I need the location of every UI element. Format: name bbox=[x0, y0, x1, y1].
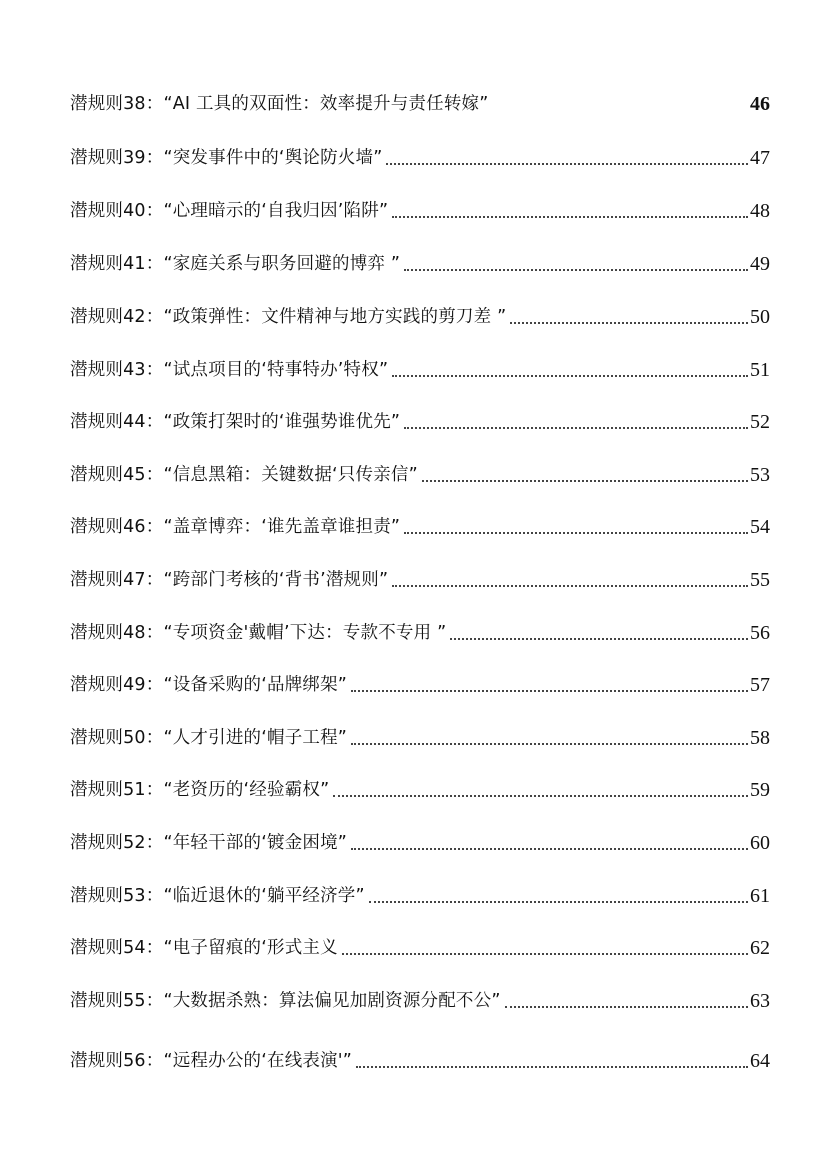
toc-dot-leader bbox=[404, 427, 748, 429]
toc-dot-leader bbox=[392, 585, 748, 587]
toc-entry[interactable] bbox=[70, 404, 770, 434]
toc-entry[interactable] bbox=[70, 562, 770, 592]
toc-page-number: 64 bbox=[750, 1050, 770, 1072]
toc-page-number: 46 bbox=[750, 93, 770, 115]
toc-page-number: 54 bbox=[750, 516, 770, 538]
toc-dot-leader bbox=[392, 216, 748, 218]
toc-entry[interactable] bbox=[70, 772, 770, 802]
toc-entry[interactable] bbox=[70, 720, 770, 750]
toc-entry[interactable] bbox=[70, 878, 770, 908]
toc-entry-title: 潜规则47：“跨部门考核的‘背书’潜规则” bbox=[70, 570, 389, 590]
toc-page-number: 62 bbox=[750, 937, 770, 959]
toc-entry[interactable] bbox=[70, 246, 770, 276]
toc-entry[interactable] bbox=[70, 1043, 770, 1073]
toc-dot-leader bbox=[351, 690, 748, 692]
toc-page-number: 61 bbox=[750, 885, 770, 907]
toc-entry[interactable] bbox=[70, 193, 770, 223]
toc-dot-leader bbox=[392, 375, 748, 377]
toc-entry-title: 潜规则41：“家庭关系与职务回避的博弈 ” bbox=[70, 254, 401, 274]
toc-page-number: 55 bbox=[750, 569, 770, 591]
toc-entry-title: 潜规则52：“年轻干部的‘镀金困境” bbox=[70, 833, 348, 853]
toc-page-number: 51 bbox=[750, 359, 770, 381]
toc-dot-leader bbox=[351, 743, 748, 745]
toc-entry[interactable] bbox=[70, 299, 770, 329]
toc-entry[interactable] bbox=[70, 457, 770, 487]
toc-entry-title: 潜规则39：“突发事件中的‘舆论防火墙” bbox=[70, 148, 383, 168]
toc-entry-title: 潜规则46：“盖章博弈：‘谁先盖章谁担责” bbox=[70, 517, 401, 537]
toc-entry-title: 潜规则45：“信息黑箱：关键数据‘只传亲信” bbox=[70, 465, 418, 485]
toc-dot-leader bbox=[422, 480, 748, 482]
toc-entry[interactable] bbox=[70, 509, 770, 539]
toc-dot-leader bbox=[404, 532, 748, 534]
toc-entry-title: 潜规则53：“临近退休的‘躺平经济学” bbox=[70, 886, 365, 906]
toc-entry-title: 潜规则54：“电子留痕的‘形式主义 bbox=[70, 938, 338, 958]
toc-entry[interactable] bbox=[70, 86, 770, 116]
toc-entry[interactable] bbox=[70, 930, 770, 960]
toc-page-number: 52 bbox=[750, 411, 770, 433]
toc-page-number: 58 bbox=[750, 727, 770, 749]
toc-page-number: 60 bbox=[750, 832, 770, 854]
toc-dot-leader bbox=[342, 953, 748, 955]
toc-entry-title: 潜规则48：“专项资金'戴帽’下达：专款不专用 ” bbox=[70, 623, 447, 643]
toc-entry-title: 潜规则44：“政策打架时的‘谁强势谁优先” bbox=[70, 412, 401, 432]
toc-entry[interactable] bbox=[70, 825, 770, 855]
toc-dot-leader bbox=[351, 848, 748, 850]
toc-entry[interactable] bbox=[70, 615, 770, 645]
toc-page-number: 57 bbox=[750, 674, 770, 696]
toc-page-number: 53 bbox=[750, 464, 770, 486]
toc-entry-title: 潜规则40：“心理暗示的‘自我归因’陷阱” bbox=[70, 201, 389, 221]
toc-dot-leader bbox=[510, 322, 748, 324]
toc-entry-title: 潜规则49：“设备采购的‘品牌绑架” bbox=[70, 675, 348, 695]
toc-entry-title: 潜规则42：“政策弹性：文件精神与地方实践的剪刀差 ” bbox=[70, 307, 507, 327]
toc-page-number: 59 bbox=[750, 779, 770, 801]
toc-dot-leader bbox=[450, 638, 748, 640]
toc-entry-title: 潜规则56：“远程办公的‘在线表演'” bbox=[70, 1051, 353, 1071]
toc-entry-title: 潜规则51：“老资历的‘经验霸权” bbox=[70, 780, 330, 800]
toc-page-number: 50 bbox=[750, 306, 770, 328]
toc-dot-leader bbox=[386, 163, 748, 165]
toc-entry-title: 潜规则50：“人才引进的‘帽子工程” bbox=[70, 728, 348, 748]
toc-dot-leader bbox=[505, 1006, 748, 1008]
toc-dot-leader bbox=[333, 795, 748, 797]
toc-dot-leader bbox=[356, 1066, 748, 1068]
toc-entry[interactable] bbox=[70, 983, 770, 1013]
toc-page-number: 56 bbox=[750, 622, 770, 644]
table-of-contents bbox=[70, 0, 770, 1170]
toc-dot-leader bbox=[369, 901, 748, 903]
toc-page-number: 47 bbox=[750, 147, 770, 169]
toc-entry-title: 潜规则43：“试点项目的‘特事特办’特权” bbox=[70, 360, 389, 380]
toc-entry-title: 潜规则55：“大数据杀熟：算法偏见加剧资源分配不公” bbox=[70, 991, 501, 1011]
toc-page-number: 49 bbox=[750, 253, 770, 275]
toc-entry[interactable] bbox=[70, 352, 770, 382]
toc-entry[interactable] bbox=[70, 667, 770, 697]
toc-entry-title: 潜规则38：“AI 工具的双面性：效率提升与责任转嫁” bbox=[70, 94, 489, 114]
toc-page-number: 48 bbox=[750, 200, 770, 222]
toc-dot-leader bbox=[404, 269, 748, 271]
toc-page-number: 63 bbox=[750, 990, 770, 1012]
toc-entry[interactable] bbox=[70, 140, 770, 170]
